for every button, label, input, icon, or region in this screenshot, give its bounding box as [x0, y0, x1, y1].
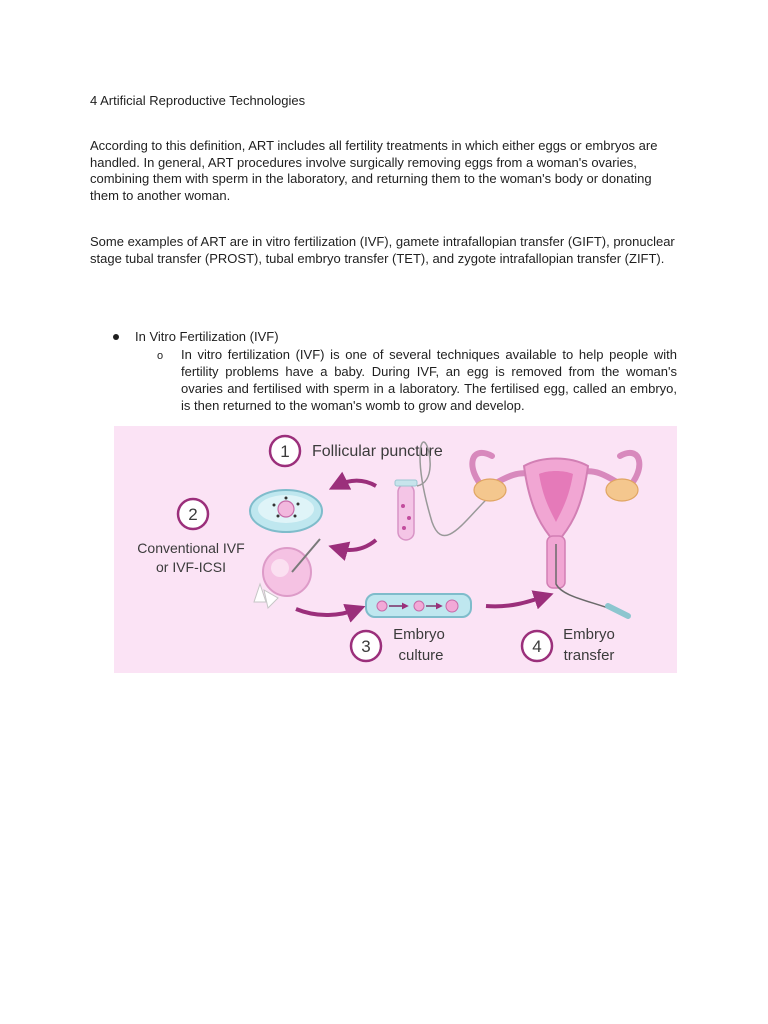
- step-2-label-line2: or IVF-ICSI: [155, 559, 227, 575]
- ivf-description: In vitro fertilization (IVF) is one of several techniques available to help people with fertility problems have a baby. During IVF, an egg is removed from the woman's ovaries and fertilised with sperm in a laboratory. The fertilised egg, called an embryo, is then returned to the woman's womb to grow and develop.: [181, 347, 677, 413]
- step-1-label: Follicular puncture: [312, 443, 443, 460]
- section-heading: 4 Artificial Reproductive Technologies: [90, 93, 306, 108]
- step-1-number: 1: [280, 442, 290, 461]
- step-3-number: 3: [361, 637, 371, 656]
- sub-bullet-marker: o: [157, 350, 164, 362]
- culture-dish-icon: [366, 594, 471, 617]
- step-2-number: 2: [188, 505, 198, 524]
- ivf-process-illustration: [114, 426, 677, 673]
- step-3-label-line1: Embryo: [393, 626, 445, 643]
- petri-dish-egg-icon: [250, 490, 322, 532]
- bullet-label: In Vitro Fertilization (IVF): [135, 329, 279, 344]
- step-4-number: 4: [532, 637, 542, 656]
- step-4-label-line1: Embryo: [563, 626, 615, 643]
- step-4-label-line2: transfer: [563, 647, 615, 664]
- bullet-item-ivf: [113, 329, 279, 345]
- bullet-icon: [113, 334, 119, 340]
- step-3-label-line2: culture: [398, 647, 444, 664]
- art-examples-paragraph: Some examples of ART are in vitro fertilization (IVF), gamete intrafallopian transfer (GIFT), pronuclear stage tubal transfer (PROST), tubal embryo transfer (TET), and zygote intrafallopian transfer (ZIFT).: [90, 234, 675, 266]
- art-definition-paragraph: According to this definition, ART includes all fertility treatments in which either eggs or embryos are handled. In general, ART procedures involve surgically removing eggs from a woman's ovaries, combining them with sperm in the laboratory, and returning them to the woman's body or donating them to another woman.: [90, 138, 658, 203]
- step-2-label-line1: Conventional IVF: [137, 540, 245, 556]
